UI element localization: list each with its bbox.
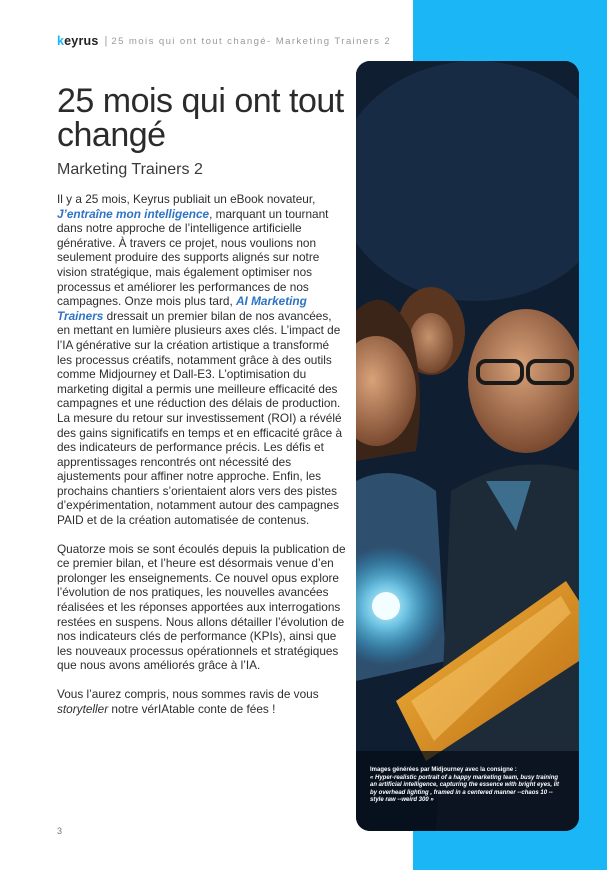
paragraph-3 [57, 687, 347, 716]
p1-text-b: , marquant un tournant dans notre approche de l’intelligence artificielle générative. À travers ce projet, nous voulions non seulement produire des supports alignés sur notre vision stratégique, mais également optimiser nos processus et améliorer les performances de nos campagnes. Onze mois plus tard, [57, 206, 329, 309]
page-number: 3 [57, 826, 63, 836]
header-separator: | [104, 35, 108, 47]
caption-brand: Midjourney [431, 767, 464, 773]
p3-text-b: notre vérIAtable conte de fées ! [108, 701, 276, 716]
caption-lead: Images générées par [370, 767, 432, 773]
illustration-card [356, 61, 579, 831]
p1-text-a: Il y a 25 mois, Keyrus publiait un eBook novateur, [57, 192, 316, 206]
p3-text-a: Vous l’aurez compris, nous sommes ravis de vous [57, 687, 319, 701]
running-title: 25 mois qui ont tout changé- Marketing Trainers 2 [111, 35, 392, 47]
page-header [57, 33, 391, 49]
logo-text: eyrus [64, 34, 99, 48]
team-illustration [356, 61, 579, 831]
caption-prompt: « Hyper-realistic portrait of a happy marketing team, busy training an artificial intelligence, capturing the essence with bright eyes, lit by overhead lighting , framed in a centered manner --chaos 10 --style raw --weird 300 » [370, 774, 560, 804]
keyrus-logo: keyrus [57, 34, 99, 48]
ai-marketing-trainers-link[interactable]: AI Marketing Trainers [57, 294, 307, 323]
caption-tail: avec la consigne : [463, 767, 517, 773]
page-subtitle: Marketing Trainers 2 [57, 161, 203, 178]
page-title: 25 mois qui ont tout changé [57, 82, 344, 154]
p1-text-c: dressait un premier bilan de nos avancées, en mettant en lumière plusieurs axes clés. L’impact de l’IA générative sur la création artistique a transformé les processus créatifs, notamment grâce à des outils comme Midjourney et Dall-E3. L’optimisation du marketing digital a permis une meilleure efficacité des campagnes et une réduction des délais de production. La mesure du retour sur investissement (ROI) a révélé des gains significatifs en temps et en efficacité grâce à des indicateurs de performance précis. Les défis et apprentissages rencontrés ont nécessité des ajustements pour affiner notre approche. Enfin, les prochains chantiers s’orientaient alors vers des pistes d’expérimentation, notamment autour des campagnes PAID et de la création automatisée de contenus. [57, 308, 343, 528]
body-text [57, 192, 347, 730]
image-caption [370, 767, 566, 805]
paragraph-2: Quatorze mois se sont écoulés depuis la publication de ce premier bilan, et l’heure est désormais venue d’en prolonger les enseignements. Ce nouvel opus explore l’évolution de nos pratiques, les nouvelles avancées réalisées et les réponses apportées aux interrogations restées en suspens. Nous allons détailler l’évolution de nos indicateurs clés de performance (KPIs), ainsi que les nouveaux processus opérationnels et stratégiques que nous avons améliorés grâce à l’IA. [57, 541, 346, 673]
paragraph-1 [57, 192, 347, 528]
p3-emphasis: storyteller [57, 701, 109, 716]
ebook-link[interactable]: J’entraîne mon intelligence [57, 206, 210, 221]
